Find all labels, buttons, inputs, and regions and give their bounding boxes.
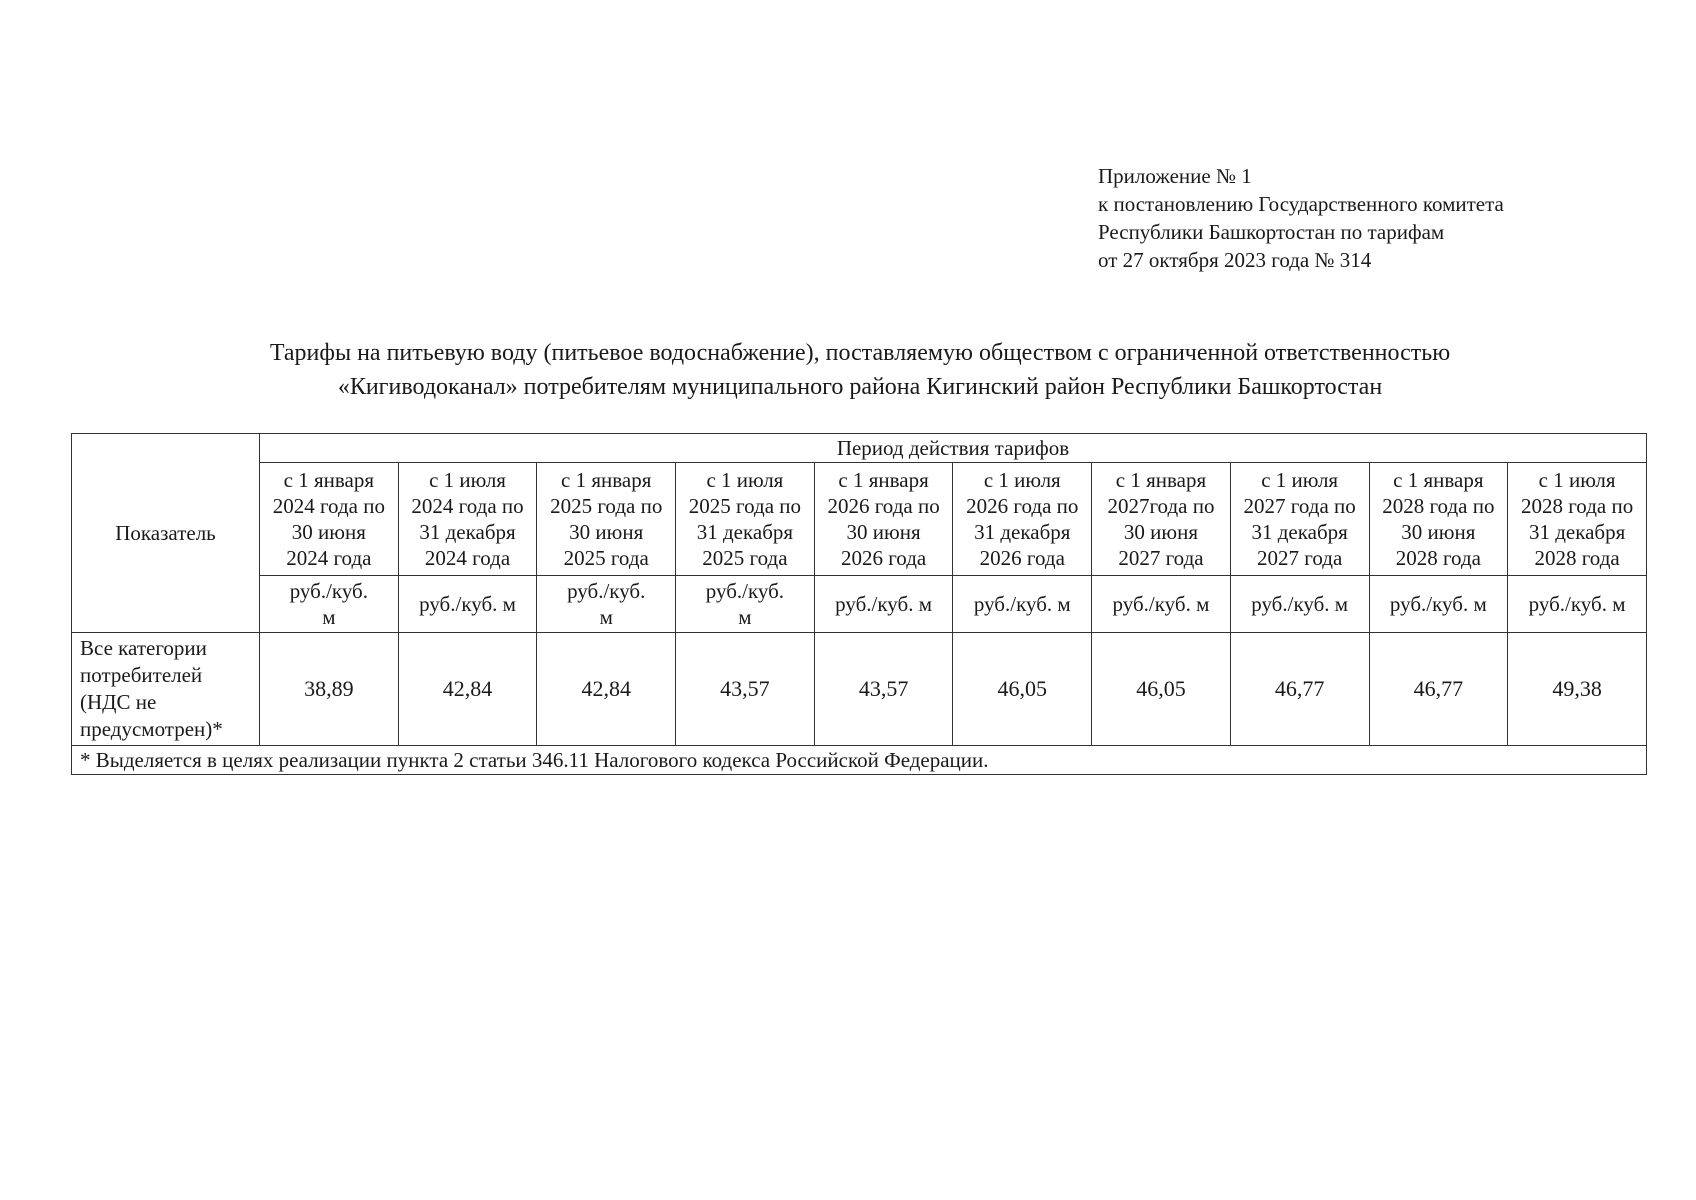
footnote-row	[72, 746, 1647, 775]
tariff-value: 42,84	[398, 633, 537, 746]
appendix-line: от 27 октября 2023 года № 314	[1098, 248, 1372, 272]
period-cell: с 1 января 2026 года по 30 июня 2026 года	[814, 463, 953, 576]
title-line: «Кигиводоканал» потребителям муниципального района Кигинский район Республики Башкортостан	[337, 374, 1383, 400]
tariff-value: 46,77	[1230, 633, 1369, 746]
appendix-line: Приложение № 1	[1098, 164, 1252, 188]
period-cell: с 1 января 2024 года по 30 июня 2024 года	[260, 463, 399, 576]
period-header: Период действия тарифов	[260, 434, 1647, 463]
header-row-units	[72, 576, 1647, 633]
document-title	[100, 336, 1620, 404]
tariff-value: 38,89	[260, 633, 399, 746]
tariff-value: 46,05	[1092, 633, 1231, 746]
header-row-period	[72, 434, 1647, 463]
title-line: Тарифы на питьевую воду (питьевое водоснабжение), поставляемую обществом с ограниченной ответственностью	[269, 340, 1451, 366]
header-row-dates	[72, 463, 1647, 576]
period-cell: с 1 января 2027года по 30 июня 2027 года	[1092, 463, 1231, 576]
tariff-value: 46,05	[953, 633, 1092, 746]
unit-cell: руб./куб. м	[814, 576, 953, 633]
unit-cell: руб./куб. м	[953, 576, 1092, 633]
footnote: * Выделяется в целях реализации пункта 2 статьи 346.11 Налогового кодекса Российской Федерации.	[72, 746, 1647, 775]
appendix-line: Республики Башкортостан по тарифам	[1098, 220, 1445, 244]
period-cell: с 1 июля 2026 года по 31 декабря 2026 года	[953, 463, 1092, 576]
unit-cell: руб./куб. м	[1092, 576, 1231, 633]
tariff-value: 43,57	[814, 633, 953, 746]
period-cell: с 1 июля 2025 года по 31 декабря 2025 года	[676, 463, 815, 576]
unit-cell: руб./куб. м	[1230, 576, 1369, 633]
appendix-block	[1098, 162, 1504, 274]
unit-cell: руб./куб. м	[1508, 576, 1647, 633]
tariff-value: 46,77	[1369, 633, 1508, 746]
row-label: Все категории потребителей (НДС не предусмотрен)*	[72, 633, 260, 746]
unit-cell: руб./куб. м	[676, 576, 815, 633]
appendix-line: к постановлению Государственного комитета	[1098, 192, 1504, 216]
period-cell: с 1 января 2025 года по 30 июня 2025 года	[537, 463, 676, 576]
period-cell: с 1 июля 2028 года по 31 декабря 2028 года	[1508, 463, 1647, 576]
indicator-header: Показатель	[72, 434, 260, 633]
tariff-table	[71, 433, 1647, 775]
unit-cell: руб./куб. м	[398, 576, 537, 633]
unit-cell: руб./куб. м	[1369, 576, 1508, 633]
unit-cell: руб./куб. м	[260, 576, 399, 633]
tariff-value: 43,57	[676, 633, 815, 746]
period-cell: с 1 января 2028 года по 30 июня 2028 года	[1369, 463, 1508, 576]
unit-cell: руб./куб. м	[537, 576, 676, 633]
period-cell: с 1 июля 2027 года по 31 декабря 2027 года	[1230, 463, 1369, 576]
tariff-value: 49,38	[1508, 633, 1647, 746]
table-row	[72, 633, 1647, 746]
period-cell: с 1 июля 2024 года по 31 декабря 2024 года	[398, 463, 537, 576]
tariff-value: 42,84	[537, 633, 676, 746]
